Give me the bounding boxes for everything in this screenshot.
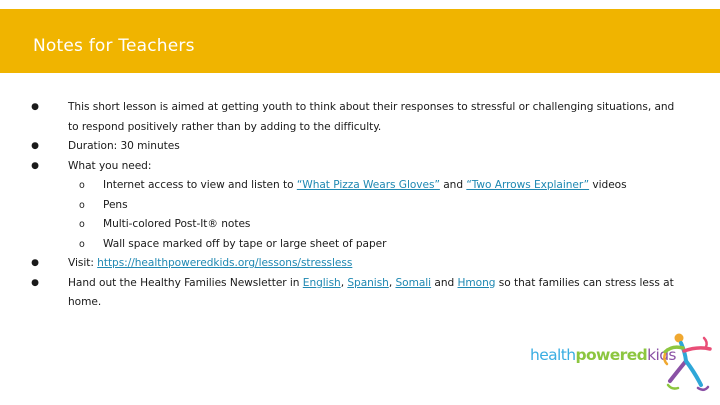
logo-kids-text: kids (647, 346, 676, 364)
pizza-video-link[interactable]: “What Pizza Wears Gloves” (296, 179, 440, 191)
bullet-text: so that families can stress less at home. (68, 276, 674, 308)
sub-item-pens (68, 196, 680, 216)
sub-item-text: videos (589, 179, 627, 191)
hollow-circle-icon: o (79, 199, 85, 211)
bullet-text: What you need: (68, 159, 152, 172)
sub-item-post-it (68, 215, 680, 235)
bullet-item-what-you-need (30, 157, 680, 255)
bullet-list (30, 98, 680, 313)
slide-title: Notes for Teachers (33, 36, 195, 56)
bullet-text: Hand out the Healthy Families Newsletter in (68, 276, 303, 289)
somali-newsletter-link[interactable]: Somali (395, 276, 432, 289)
sub-bullet-list (68, 176, 680, 254)
bullet-text: This short lesson is aimed at getting youth to think about their responses to stressful or challenging situations, and to respond positively rather than by adding to the difficulty. (68, 101, 675, 133)
sub-item-internet (68, 176, 680, 196)
bullet-dot-icon: ● (31, 141, 39, 151)
sub-item-text: Pens (103, 198, 128, 211)
logo-wordmark (530, 346, 676, 364)
two-arrows-video-link[interactable]: “Two Arrows Explainer” (466, 179, 590, 191)
bullet-item-newsletter (30, 274, 680, 313)
bullet-dot-icon: ● (31, 102, 39, 112)
sub-item-wall-space (68, 235, 680, 255)
healthpoweredkids-logo (530, 330, 720, 398)
sub-item-text: and (439, 179, 467, 191)
sub-item-text: Internet access to view and listen to (103, 179, 297, 191)
sub-item-text: Multi-colored Post-It® notes (103, 218, 251, 230)
cartwheel-kid-icon (658, 330, 718, 396)
bullet-item-visit (30, 254, 680, 274)
separator-text: , (340, 276, 348, 289)
separator-text: , (388, 276, 396, 289)
bullet-text: Duration: 30 minutes (68, 140, 180, 152)
hollow-circle-icon: o (79, 219, 85, 230)
visit-label: Visit: (68, 257, 98, 269)
bullet-item-lesson-aim (30, 98, 680, 137)
bullet-dot-icon: ● (31, 258, 39, 268)
notes-content (30, 98, 680, 313)
logo-health-text: health (530, 346, 576, 364)
hmong-newsletter-link[interactable]: Hmong (457, 276, 496, 289)
sub-item-text: Wall space marked off by tape or large sheet of paper (103, 237, 387, 250)
lesson-url-link[interactable]: https://healthpoweredkids.org/lessons/stressless (97, 257, 353, 269)
spanish-newsletter-link[interactable]: Spanish (347, 276, 389, 289)
bullet-dot-icon: ● (31, 277, 39, 288)
english-newsletter-link[interactable]: English (302, 276, 341, 289)
bullet-item-duration (30, 137, 680, 157)
logo-powered-text: powered (575, 346, 648, 364)
bullet-dot-icon: ● (31, 160, 39, 171)
hollow-circle-icon: o (79, 238, 85, 250)
separator-text: and (431, 276, 458, 289)
hollow-circle-icon: o (79, 180, 85, 191)
